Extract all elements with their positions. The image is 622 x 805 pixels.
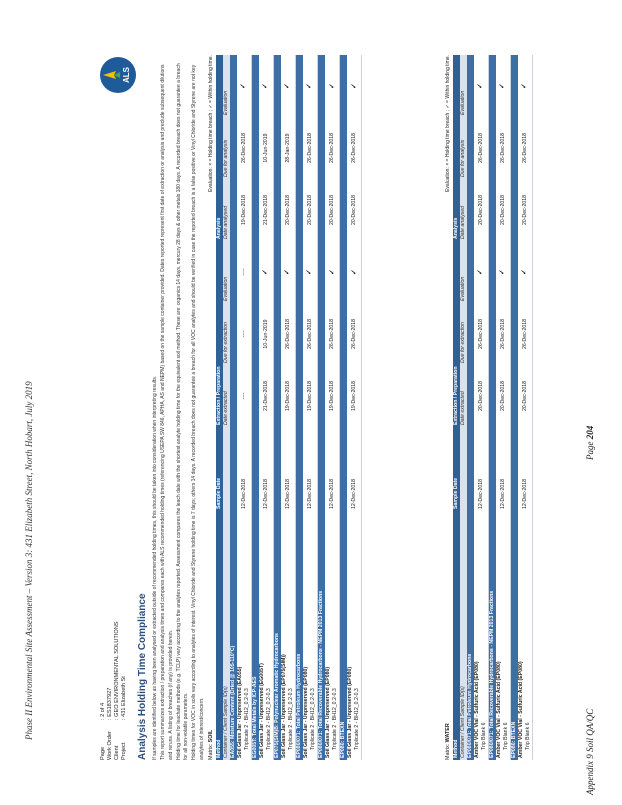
due-extraction: ---- — [237, 303, 252, 365]
evaluation-analysis: ✓ — [474, 55, 489, 117]
col-evaluation: Evaluation — [460, 55, 467, 117]
evaluation-legend: Evaluation: × = Holding time breach ; ✓ = Within holding time. — [445, 55, 451, 192]
sample-name: Triplicate 2 - BH12_0.2-0.3 — [332, 688, 339, 750]
method-name: EP080/071: Total Petroleum Hydrocarbons — [296, 55, 304, 760]
due-extraction: 26-Dec-2018 — [303, 303, 318, 365]
sample-row — [303, 55, 318, 760]
due-extraction: 26-Dec-2018 — [347, 303, 362, 365]
col-evaluation: Evaluation — [223, 55, 230, 117]
due-analysis: 26-Dec-2018 — [496, 117, 511, 179]
sample-name: Trip Blank 6 — [525, 722, 532, 750]
table-subheader-row — [460, 55, 467, 760]
col-evaluation: Evaluation — [460, 241, 467, 303]
logo-text: ALS — [122, 67, 131, 83]
date-extracted: 19-Dec-2018 — [325, 365, 340, 427]
evaluation-analysis: ✓ — [259, 55, 274, 117]
meta-label: Client — [114, 745, 120, 760]
sample-date: 12-Dec-2018 — [281, 427, 296, 511]
col-due-analysis: Due for analysis — [223, 117, 230, 179]
sample-date: 12-Dec-2018 — [474, 427, 489, 511]
meta-label: Project — [121, 742, 127, 760]
footer-page-number: 204 — [585, 425, 595, 440]
evaluation-extraction: ✓ — [303, 241, 318, 303]
due-extraction: 26-Dec-2018 — [474, 303, 489, 365]
method-row — [467, 55, 474, 760]
evaluation-extraction: ✓ — [518, 241, 533, 303]
date-analysed: 19-Dec-2018 — [237, 179, 252, 241]
meta-row — [107, 510, 114, 760]
method-row — [296, 55, 304, 760]
evaluation-extraction: ✓ — [496, 241, 511, 303]
water-holding-time-table — [453, 55, 533, 760]
intro-paragraph: If samples are identified below as having been analysed or extracted outside of recommended holding times, this should be taken into consideration when interpreting results. — [152, 375, 158, 760]
date-analysed: 21-Dec-2018 — [259, 179, 274, 241]
sample-name: Triplicate 2 - BH12_0.2-0.3 — [354, 688, 361, 750]
sample-id-cell — [474, 511, 489, 760]
due-extraction: 26-Dec-2018 — [325, 303, 340, 365]
matrix-label: Matrix: — [208, 743, 214, 760]
due-analysis: 26-Dec-2018 — [474, 117, 489, 179]
col-analysis: Analysis — [216, 55, 223, 241]
evaluation-extraction: ✓ — [281, 241, 296, 303]
method-name: EA055: Moisture Content (Dried @ 105-110°C) — [230, 55, 237, 760]
matrix-value: SOIL — [208, 729, 214, 743]
col-evaluation: Evaluation — [223, 241, 230, 303]
evaluation-analysis: ✓ — [303, 55, 318, 117]
sample-name: Triplicate 2 - BH12_0.2-0.3 — [266, 688, 273, 750]
sample-row — [347, 55, 362, 760]
col-due-extraction: Due for extraction — [223, 303, 230, 365]
due-extraction: 10-Jun-2019 — [259, 303, 274, 365]
col-date-extracted: Date extracted — [223, 365, 230, 427]
method-row — [252, 55, 260, 760]
container-name: Soil Glass Jar - Unpreserved (EG005T) — [259, 663, 266, 758]
col-container: Container / Client Sample ID(s) — [223, 511, 230, 760]
method-name: EG005T: Total Metals by ICP-AES — [252, 55, 260, 760]
evaluation-extraction: ---- — [237, 241, 252, 303]
method-name: EP080/071: Total Recoverable Hydrocarbons - NEPM 2013 Fractions — [489, 55, 497, 760]
report-title: Analysis Holding Time Compliance — [137, 593, 148, 760]
container-name: Soil Glass Jar - Unpreserved (EP075(SIM)) — [281, 654, 288, 758]
document-header: Phase II Environmental Site Assessment – Version 3: 431 Elizabeth Street, North Hobart, July 2019 — [24, 381, 34, 740]
sample-date: 12-Dec-2018 — [325, 427, 340, 511]
due-analysis: 26-Dec-2018 — [347, 117, 362, 179]
date-analysed: 20-Dec-2018 — [496, 179, 511, 241]
date-analysed: 20-Dec-2018 — [325, 179, 340, 241]
document-footer-page — [585, 426, 595, 460]
due-analysis: 26-Dec-2018 — [303, 117, 318, 179]
evaluation-extraction: ✓ — [259, 241, 274, 303]
sample-date: 12-Dec-2018 — [496, 427, 511, 511]
evaluation-extraction: ✓ — [325, 241, 340, 303]
matrix-soil — [208, 730, 215, 760]
date-analysed: 20-Dec-2018 — [474, 179, 489, 241]
method-name: EP080: BTEXN — [340, 55, 348, 760]
document-footer-appendix: Appendix 9 Soil QA/QC — [585, 708, 595, 795]
sample-row — [259, 55, 274, 760]
lab-report-page — [100, 55, 570, 760]
due-analysis: 28-Jan-2019 — [281, 117, 296, 179]
sample-date: 12-Dec-2018 — [518, 427, 533, 511]
evaluation-legend: Evaluation: × = Holding time breach ; ✓ = Within holding time. — [208, 55, 214, 192]
container-name: Soil Glass Jar - Unpreserved (EA055) — [237, 666, 244, 758]
method-name: EP075(SIM)B: Polynuclear Aromatic Hydrocarbons — [274, 55, 282, 760]
sample-row — [518, 55, 533, 760]
due-extraction: 26-Dec-2018 — [518, 303, 533, 365]
sample-row — [237, 55, 252, 760]
col-container: Container / Client Sample ID(s) — [460, 511, 467, 760]
container-name: Soil Glass Jar - Unpreserved (EP080) — [303, 666, 310, 758]
meta-value: : ES1837927 — [107, 687, 113, 720]
date-analysed: 20-Dec-2018 — [518, 179, 533, 241]
sample-row — [325, 55, 340, 760]
container-name: Soil Glass Jar - Unpreserved (EP080) — [347, 666, 354, 758]
method-name: EP080: BTEXN — [511, 55, 519, 760]
col-date-analysed: Date analysed — [460, 179, 467, 241]
matrix-value: WATER — [445, 723, 451, 743]
col-date-analysed: Date analysed — [223, 179, 230, 241]
col-due-analysis: Due for analysis — [460, 117, 467, 179]
sample-name: Triplicate 2 - BH12_0.2-0.3 — [244, 688, 251, 750]
sample-id-cell — [347, 511, 362, 760]
method-name: EP080/071: Total Petroleum Hydrocarbons — [467, 55, 474, 760]
sample-id-cell — [518, 511, 533, 760]
date-analysed: 20-Dec-2018 — [347, 179, 362, 241]
sample-date: 12-Dec-2018 — [347, 427, 362, 511]
method-row — [340, 55, 348, 760]
evaluation-analysis: ✓ — [496, 55, 511, 117]
method-row — [230, 55, 237, 760]
sample-id-cell — [303, 511, 318, 760]
date-analysed: 20-Dec-2018 — [303, 179, 318, 241]
method-row — [489, 55, 497, 760]
table-subheader-row — [223, 55, 230, 760]
soil-holding-time-table — [216, 55, 362, 760]
meta-label: Work Order — [107, 731, 113, 760]
col-due-extraction: Due for extraction — [460, 303, 467, 365]
evaluation-analysis: ✓ — [281, 55, 296, 117]
sample-name: Trip Blank 6 — [481, 722, 488, 750]
due-analysis: 26-Dec-2018 — [237, 117, 252, 179]
due-analysis: 10-Jun-2019 — [259, 117, 274, 179]
due-extraction: 26-Dec-2018 — [281, 303, 296, 365]
col-extraction: Extraction / Preparation — [453, 241, 460, 427]
col-analysis: Analysis — [453, 55, 460, 241]
due-analysis: 26-Dec-2018 — [518, 117, 533, 179]
col-blank — [460, 427, 467, 511]
due-analysis: 26-Dec-2018 — [325, 117, 340, 179]
intro-paragraph: This report summarizes extraction / preparation and analysis times and compares each with ALS recommended holding times (referencing USEPA SW 846, APHA, AS and NEPM) based on the sample container provided. Dates reported represent first date of extraction or analysis and preclude subsequent dilutions and reruns. A listing of breaches (if any) is provided herein. — [160, 64, 174, 760]
meta-row — [114, 510, 121, 760]
date-extracted: 19-Dec-2018 — [281, 365, 296, 427]
date-extracted: ---- — [237, 365, 252, 427]
sample-id-cell — [259, 511, 274, 760]
col-blank — [223, 427, 230, 511]
matrix-label: Matrix: — [445, 743, 451, 760]
date-extracted: 19-Dec-2018 — [303, 365, 318, 427]
meta-row — [100, 510, 107, 760]
sample-name: Trip Blank 6 — [503, 722, 510, 750]
meta-value: : GEO ENVIRONMENTAL SOLUTIONS — [114, 621, 120, 720]
date-extracted: 20-Dec-2018 — [496, 365, 511, 427]
container-name: Amber VOC Vial - Sulfuric Acid (EP080) — [496, 661, 503, 758]
table-header-row — [453, 55, 460, 760]
sample-id-cell — [325, 511, 340, 760]
meta-value: : 2 of 4 — [100, 702, 106, 720]
col-method: Method — [453, 511, 460, 760]
container-name: Amber VOC Vial - Sulfuric Acid (EP080) — [474, 661, 481, 758]
matrix-water — [445, 723, 452, 760]
report-meta — [100, 510, 128, 760]
table-header-row — [216, 55, 223, 760]
intro-paragraph: Holding time for leachate methods (e.g. TCLP) vary according to the analytes reported. Assessment compares the leach date with the shortest analyte holding time for the equivalent soil method. These are: organics 14 days, mercury 28 days & other metals 180 days. A recorded breach does not guarantee a breach for all non-volatile parameters. — [175, 63, 189, 760]
sample-name: Triplicate 2 - BH12_0.2-0.3 — [288, 688, 295, 750]
method-row — [318, 55, 326, 760]
meta-label: Page — [100, 746, 106, 760]
evaluation-analysis: ✓ — [325, 55, 340, 117]
sample-id-cell — [281, 511, 296, 760]
due-extraction: 26-Dec-2018 — [496, 303, 511, 365]
evaluation-extraction: ✓ — [474, 241, 489, 303]
container-name: Soil Glass Jar - Unpreserved (EP080) — [325, 666, 332, 758]
meta-row — [121, 510, 128, 760]
sample-id-cell — [496, 511, 511, 760]
col-method: Method — [216, 511, 223, 760]
intro-paragraph: Holding times for VOC in soils vary according to analytes of interest. Vinyl Chloride and Styrene holding time is 7 days; others 14 days. A recorded breach does not guarantee a breach for all VOC analytes and should be verified in case the reported breach is a false positive or Vinyl Chloride and Styrene are not key analytes of interest/concern. — [191, 64, 205, 760]
method-row — [274, 55, 282, 760]
sample-row — [474, 55, 489, 760]
sample-row — [496, 55, 511, 760]
evaluation-extraction: ✓ — [347, 241, 362, 303]
sample-date: 12-Dec-2018 — [259, 427, 274, 511]
col-sample-date: Sample Date — [453, 427, 460, 511]
sample-date: 12-Dec-2018 — [237, 427, 252, 511]
footer-page-label: Page — [585, 441, 595, 460]
method-row — [511, 55, 519, 760]
method-name: EP080/071: Total Recoverable Hydrocarbons - NEPM 2013 Fractions — [318, 55, 326, 760]
sample-date: 12-Dec-2018 — [303, 427, 318, 511]
date-extracted: 19-Dec-2018 — [347, 365, 362, 427]
date-analysed: 20-Dec-2018 — [281, 179, 296, 241]
sample-id-cell — [237, 511, 252, 760]
col-date-extracted: Date extracted — [460, 365, 467, 427]
col-extraction: Extraction / Preparation — [216, 241, 223, 427]
container-name: Amber VOC Vial - Sulfuric Acid (EP080) — [518, 661, 525, 758]
date-extracted: 21-Dec-2018 — [259, 365, 274, 427]
col-sample-date: Sample Date — [216, 427, 223, 511]
report-intro — [152, 60, 207, 760]
sample-row — [281, 55, 296, 760]
evaluation-analysis: ✓ — [518, 55, 533, 117]
evaluation-analysis: ✓ — [237, 55, 252, 117]
evaluation-analysis: ✓ — [347, 55, 362, 117]
meta-value: : 431 Elizabeth St — [121, 676, 127, 720]
date-extracted: 20-Dec-2018 — [518, 365, 533, 427]
als-logo — [98, 55, 138, 95]
sample-name: Triplicate 2 - BH12_0.2-0.3 — [310, 688, 317, 750]
date-extracted: 20-Dec-2018 — [474, 365, 489, 427]
